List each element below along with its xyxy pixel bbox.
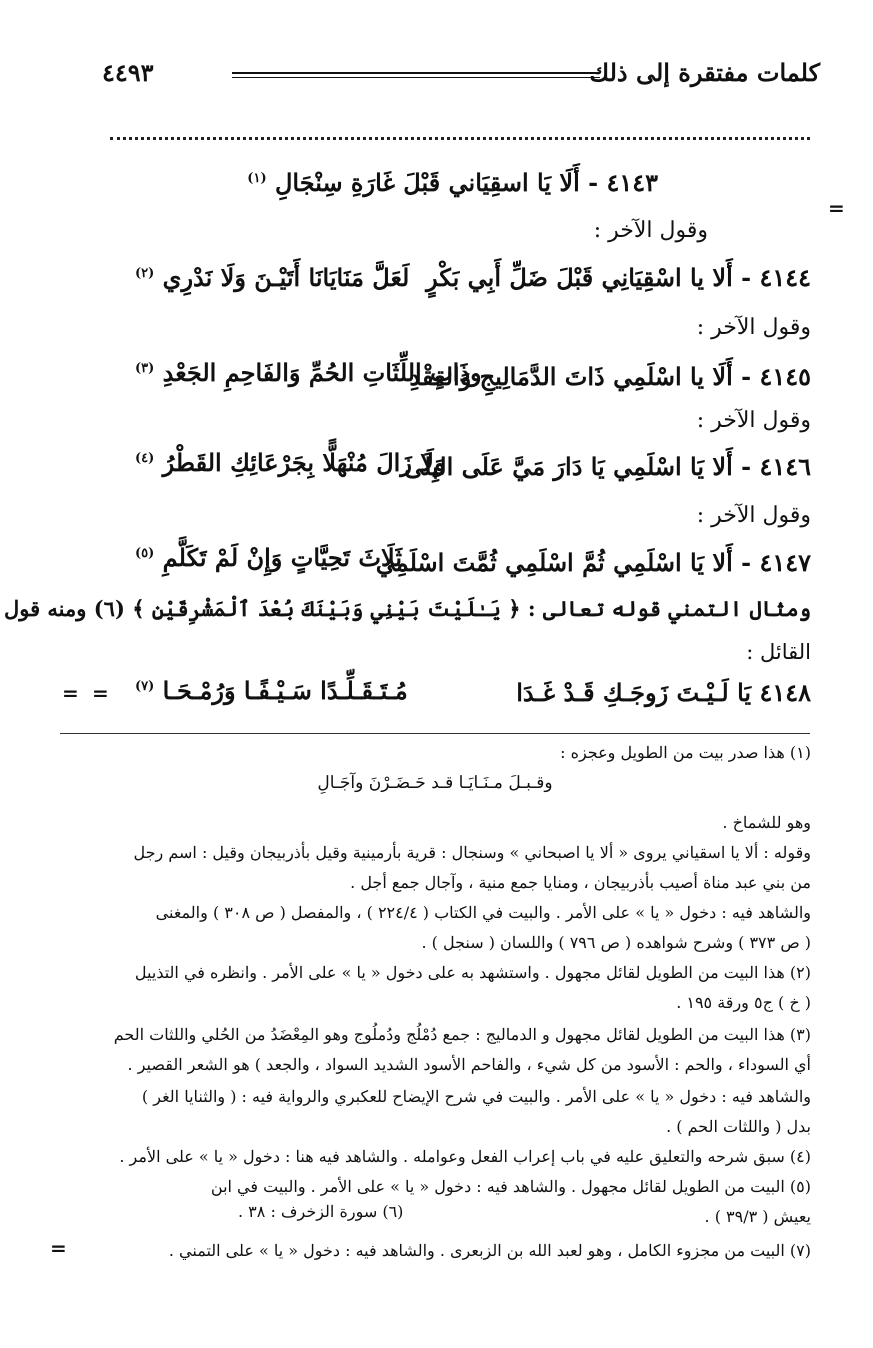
margin-mark: = (50, 1236, 67, 1260)
verse-4147-first-hemistich (376, 548, 811, 577)
margin-mark: = (92, 681, 109, 705)
footnote-line: بدل ( واللثات الحم ) . (666, 1117, 811, 1136)
verse-number: ٤١٤٣ - (588, 168, 658, 197)
verse-intro: وقول الآخر : (696, 503, 811, 528)
example-paragraph-line: ومثال التمني قوله تعالى : ﴿ يَـٰلَيْتَ بَيْنِي وَبَيْنَكَ بُعْدَ ٱلْمَشْرِقَيْنِ ﴾ (٦) ومنه قول (3, 596, 811, 621)
footnote-line: ( خ ) ج٥ ورقة ١٩٥ . (676, 993, 811, 1012)
verse-text: أَلَا يَا اسقِيَاني قَبْلَ غَارَةِ سِنْجَالِ (274, 168, 580, 197)
hemistich: أَلا يَا اسْلَمِي يَا دَارَ مَيَّ عَلَى البِلَى (404, 452, 733, 481)
verse-intro: وقول الآخر : (593, 218, 708, 243)
margin-mark: = (828, 196, 845, 220)
hemistich: أَلَا يا اسْلَمِي ذَاتَ الدَّمَالِيجِ وَالعِقْدِ (409, 362, 733, 391)
footnote-ref: (٤) (135, 451, 155, 466)
page-number: ٤٤٩٣ (102, 58, 154, 87)
margin-mark: = (62, 681, 79, 705)
verse-intro: وقول الآخر : (696, 408, 811, 433)
verse-4148-first-hemistich (516, 678, 811, 707)
verse-4147-second-hemistich (135, 543, 402, 572)
hemistich: وَلَا زَالَ مُنْهَلًّا بِجَرْعَائِكِ القَطْرُ (162, 448, 446, 477)
header-rule-thin (232, 77, 600, 78)
footnote-ref: (١) (247, 171, 267, 186)
verse-number: ٤١٤٥ - (741, 362, 811, 391)
dotted-separator (110, 137, 810, 140)
verse-4144-first-hemistich (426, 263, 811, 292)
footnote-line: (٦) سورة الزخرف : ٣٨ . (238, 1202, 404, 1221)
footnote-separator (60, 733, 810, 734)
verse-4143 (247, 168, 658, 197)
footnote-line: (٢) هذا البيت من الطويل لقائل مجهول . واستشهد به على دخول « يا » على الأمر . وانظره في التذييل (134, 963, 811, 982)
header-rule (232, 72, 600, 74)
footnote-ref: (٧) (135, 679, 155, 694)
footnote-line: والشاهد فيه : دخول « يا » على الأمر . والبيت في الكتاب ( ٢٢٤/٤ ) ، والمفصل ( ص ٣٠٨ ) والمغنى (155, 903, 811, 922)
hemistich: لَعَلَّ مَنَايَانَا أَتَيْـنَ وَلَا نَدْرِي (162, 263, 410, 292)
hemistich: وذَاتِ اللِّثَاتِ الحُمِّ وَالفَاحِمِ الجَعْدِ (162, 358, 482, 387)
page-header (60, 58, 820, 98)
footnote-line: (٥) البيت من الطويل لقائل مجهول . والشاهد فيه : دخول « يا » على الأمر . والبيت في ابن (210, 1177, 811, 1196)
footnote-ref: (٥) (135, 546, 155, 561)
verse-number: ٤١٤٦ - (741, 452, 811, 481)
verse-intro: وقول الآخر : (696, 315, 811, 340)
footnote-line: والشاهد فيه : دخول « يا » على الأمر . والبيت في شرح الإيضاح للعكبري والرواية فيه : ( والثنايا الغر ) (141, 1087, 811, 1106)
verse-4145-second-hemistich (135, 358, 482, 387)
verse-4146-second-hemistich (135, 448, 446, 477)
footnote-line: ( ص ٣٧٣ ) وشرح شواهده ( ص ٧٩٦ ) واللسان ( سنجل ) . (421, 933, 811, 952)
footnote-ref: (٣) (135, 361, 155, 376)
verse-4146-first-hemistich (404, 452, 811, 481)
example-paragraph-line: القائل : (746, 640, 811, 664)
verse-4148-second-hemistich (135, 676, 408, 705)
footnote-ref: (٢) (135, 266, 155, 281)
footnote-line: (١) هذا صدر بيت من الطويل وعجزه : (560, 743, 811, 762)
verse-number: ٤١٤٨ (759, 678, 811, 707)
hemistich: مُـتَـقَـلِّـدًا سَـيْـفًـا وَرُمْـحَـا (162, 676, 408, 705)
footnote-line: أي السوداء ، والحم : الأسود من كل شيء ، والفاحم الأسود الشديد السواد ، والجعد ) هو الشعر القصير . (127, 1055, 811, 1074)
verse-4144-second-hemistich (135, 263, 409, 292)
footnote-line: يعيش ( ٣٩/٣ ) . (704, 1207, 811, 1226)
running-title: كلمات مفتقرة إلى ذلك (589, 58, 820, 87)
verse-number: ٤١٤٤ - (741, 263, 811, 292)
verse-number: ٤١٤٧ - (741, 548, 811, 577)
footnote-line: (٣) هذا البيت من الطويل لقائل مجهول و الدماليج : جمع دُمْلُج ودُملُوج وهو المِعْضَدُ من الحُلي واللثات الحم (113, 1025, 811, 1044)
footnote-line: وقـبـلَ مـنَـايَـا قـد حَـضَـرْنَ وآجَـالِ (317, 773, 553, 793)
hemistich: ثَلَاثَ تَحِيَّاتٍ وَإِنْ لَمْ تَكَلَّمِ (162, 543, 403, 572)
footnote-line: (٧) البيت من مجزوء الكامل ، وهو لعبد الله بن الزبعرى . والشاهد فيه : دخول « يا » على التمني . (168, 1241, 811, 1260)
footnote-line: من بني عبد مناة أصيب بأذربيجان ، ومنايا جمع منية ، وآجال جمع أجل . (350, 873, 811, 892)
footnote-line: وقوله : ألا يا اسقياني يروى « ألا يا اصبحاني » وسنجال : قرية بأرمينية وقيل بأذربيجان وقيل : اسم رجل (133, 843, 811, 862)
hemistich: أَلا يَا اسْلَمِي ثُمَّ اسْلَمِي ثُمَّتَ اسْلَمِي (375, 548, 733, 577)
footnote-line: وهو للشماخ . (722, 813, 811, 832)
footnote-line: (٤) سبق شرحه والتعليق عليه في باب إعراب الفعل وعوامله . والشاهد فيه هنا : دخول « يا » على الأمر . (119, 1147, 811, 1166)
hemistich: يَا لَـيْـتَ زَوجَـكِ قَـدْ غَـدَا (516, 678, 752, 707)
hemistich: أَلا يا اسْقِيَانِي قَبْلَ ضَلِّ أَبِي بَكْرٍ (426, 263, 733, 292)
